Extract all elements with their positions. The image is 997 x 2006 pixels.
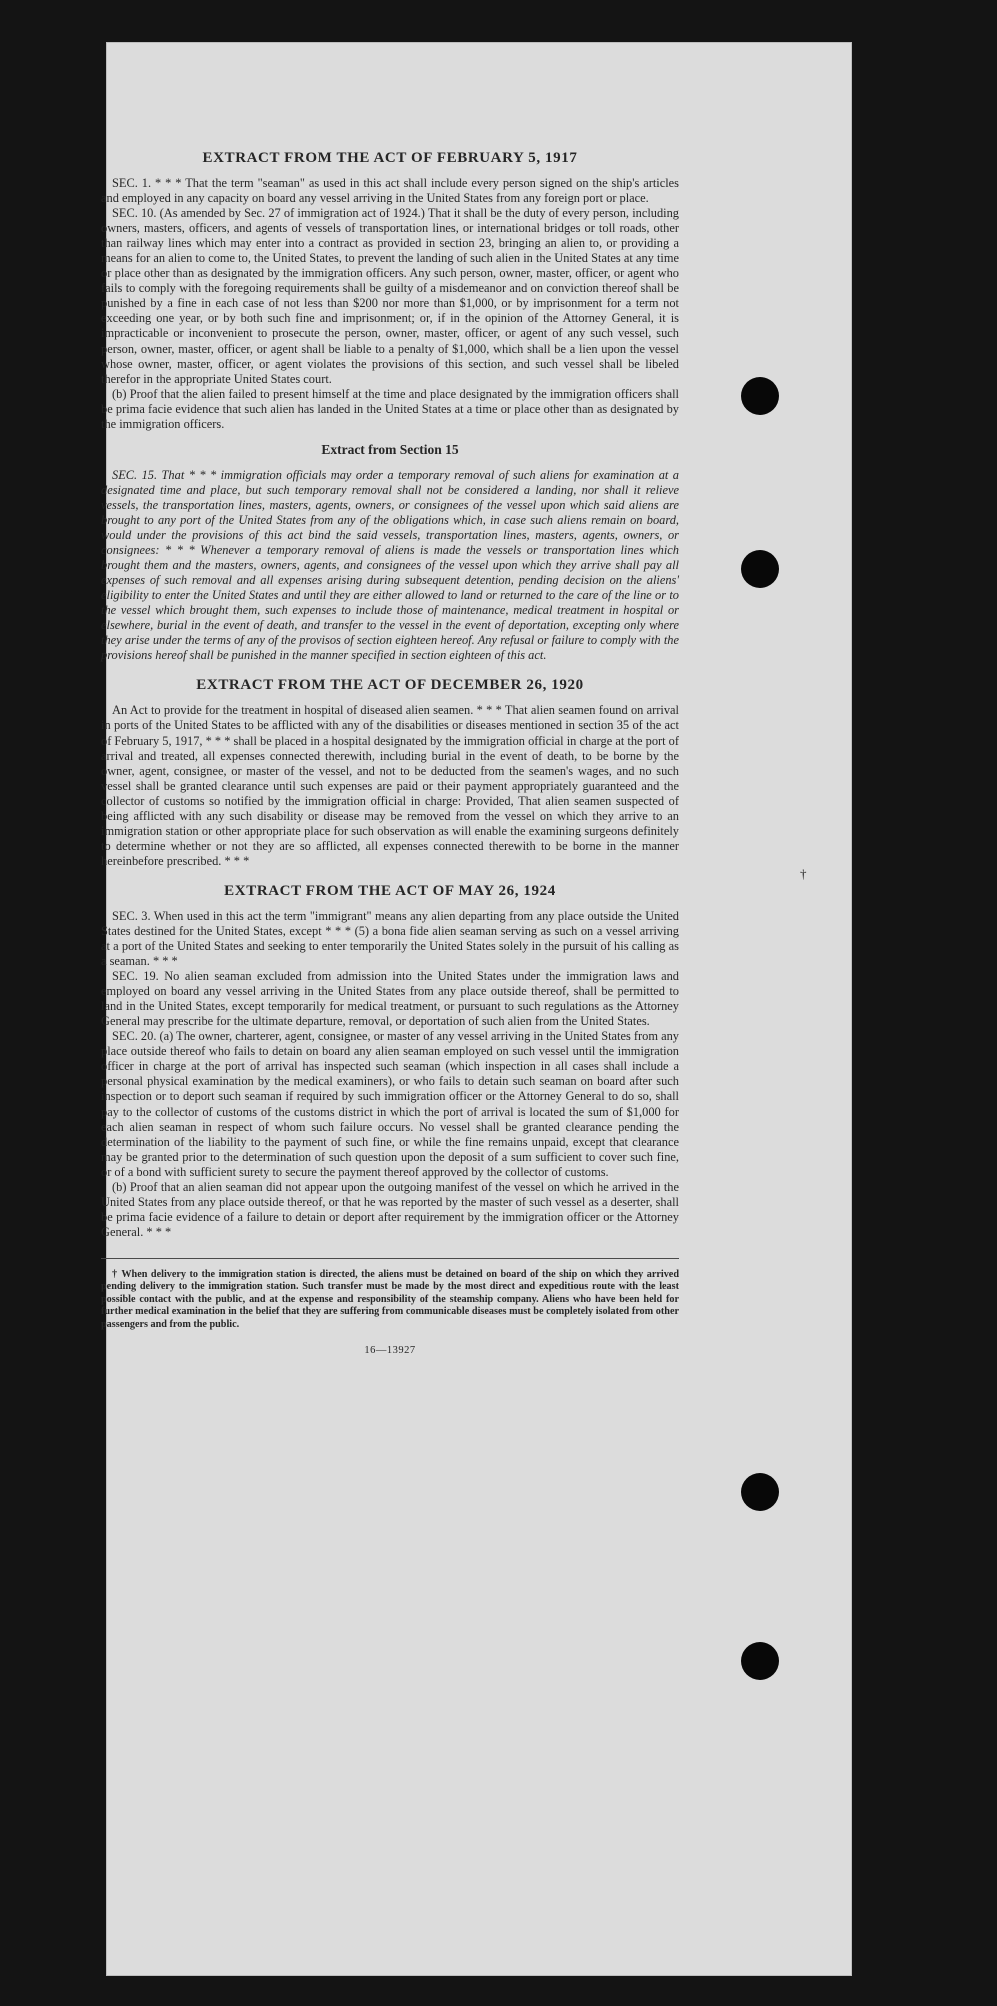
document-body bbox=[101, 148, 679, 1358]
paragraph-sec-15: SEC. 15. That * * * immigration officials may order a temporary removal of such aliens for examination at a designated time and place, but such temporary removal shall not be considered a landing, nor shall it relieve vessels, the transportation lines, masters, agents, owners, or consignees of the vessel upon which said aliens are brought to any port of the United States from any of the obligations which, in case such aliens remain on board, would under the provisions of this act bind the said vessels, transportation lines, masters, agents, owners, or consignees: * * * Whenever a temporary removal of aliens is made the vessels or transportation lines which brought them and the masters, owners, agents, and consignees of the vessel upon which they arrive shall pay all expenses of such removal and all expenses arising during subsequent detention, pending decision on the aliens' eligibility to enter the United States and until they are either allowed to land or returned to the care of the line or to the vessel which brought them, such expenses to include those of maintenance, medical treatment in hospital or elsewhere, burial in the event of death, and transfer to the vessel in the event of deportation, excepting only where they arise under the terms of any of the provisos of section eighteen hereof. Any refusal or failure to comply with the provisions hereof shall be punished in the manner specified in section eighteen of this act. bbox=[101, 467, 679, 663]
section-heading-may-1924: EXTRACT FROM THE ACT OF MAY 26, 1924 bbox=[224, 882, 556, 899]
spacer bbox=[101, 663, 679, 675]
paragraph-sec-10: SEC. 10. (As amended by Sec. 27 of immigration act of 1924.) That it shall be the duty of every person, including owners, masters, officers, and agents of vessels of transportation lines, or international bridges or toll roads, other than railway lines which may enter into a contract as provided in section 23, bringing an alien to, or providing a means for an alien to come to, the United States, to prevent the landing of such alien in the United States at any time or place other than as designated by the immigration officers. Any such person, owner, master, officer, or agent who fails to comply with the foregoing requirements shall be guilty of a misdemeanor and on conviction thereof shall be punished by a fine in each case of not less than $200 nor more than $1,000, or by imprisonment for a term not exceeding one year, or by both such fine and imprisonment; or, if in the opinion of the Attorney General, it is impracticable or inconvenient to prosecute the person, owner, master, officer, or agent of any such vessel, such person, owner, master, officer, or agent shall be liable to a penalty of $1,000, which shall be a lien upon the vessel whose owner, master, officer, or agent violates the provisions of this section, and such vessel shall be libeled therefor in the appropriate United States court. bbox=[101, 206, 679, 386]
punch-hole bbox=[741, 1642, 779, 1680]
form-number: 16—13927 bbox=[364, 1344, 416, 1356]
punch-hole bbox=[741, 377, 779, 415]
spacer bbox=[101, 869, 679, 881]
paragraph-sec-20-a: SEC. 20. (a) The owner, charterer, agent, consignee, or master of any vessel arriving in the United States from any place outside thereof who fails to detain on board any alien seaman employed on such vessel until the immigration officer in charge at the port of arrival has inspected such seaman (which inspection in all cases shall include a personal physical examination by the medical examiners), or who fails to detain such seaman on board after such inspection or to deport such seaman if required by such immigration officer or the Attorney General to do so, shall pay to the collector of customs of the customs district in which the port of arrival is located the sum of $1,000 for each alien seaman in respect of whom such failure occurs. No vessel shall be granted clearance pending the determination of the liability to the payment of such fine, or while the fine remains unpaid, except that clearance may be granted prior to the determination of such question upon the deposit of a sum sufficient to cover such fine, or of a bond with sufficient surety to secure the payment thereof approved by the collector of customs. bbox=[101, 1029, 679, 1179]
paragraph-sec-1: SEC. 1. * * * That the term "seaman" as used in this act shall include every person signed on the ship's articles and employed in any capacity on board any vessel arriving in the United States from any foreign port or place. bbox=[101, 176, 679, 206]
paragraph-sec-20-b: (b) Proof that an alien seaman did not appear upon the outgoing manifest of the vessel on which he arrived in the United States from any place outside thereof, or that he was reported by the master of such vessel as a deserter, shall be prima facie evidence of a failure to detain or deport after requirement by the immigration officer or the Attorney General. * * * bbox=[101, 1179, 679, 1239]
paragraph-sec-10-b: (b) Proof that the alien failed to present himself at the time and place designated by the immigration officers shall be prima facie evidence that such alien has landed in the United States at a time or place other than as designated by the immigration officers. bbox=[101, 386, 679, 431]
section-heading-feb-1917: EXTRACT FROM THE ACT OF FEBRUARY 5, 1917 bbox=[202, 150, 578, 166]
paragraph-sec-19: SEC. 19. No alien seaman excluded from admission into the United States under the immigration laws and employed on board any vessel arriving in the United States from any place outside thereof, shall be permitted to land in the United States, except temporarily for medical treatment, or pursuant to such regulations as the Attorney General may prescribe for the ultimate departure, removal, or deportation of such alien from the United States. bbox=[101, 969, 679, 1029]
footnote-divider bbox=[101, 1258, 679, 1259]
punch-hole bbox=[741, 550, 779, 588]
paragraph-act-1920: An Act to provide for the treatment in hospital of diseased alien seamen. * * * That alien seamen found on arrival in ports of the United States to be afflicted with any of the disabilities or diseases mentioned in section 35 of the act of February 5, 1917, * * * shall be placed in a hospital designated by the immigration official in charge at the port of arrival and treated, all expenses connected therewith, including burial in the event of death, to be borne by the owner, agent, consignee, or master of the vessel, and not to be deducted from the seamen's wages, and no such vessel shall be granted clearance until such expenses are paid or their payment appropriately guaranteed and the collector of customs so notified by the immigration official in charge: Provided, That alien seamen suspected of being afflicted with any such disability or disease may be removed from the vessel on which they arrive to an immigration station or other appropriate place for such observation as will enable the examining surgeons definitely to determine whether or not they are so afflicted, all expenses connected therewith to be borne in the manner hereinbefore prescribed. * * * bbox=[101, 703, 679, 868]
paragraph-sec-3: SEC. 3. When used in this act the term "immigrant" means any alien departing from any place outside the United States destined for the United States, except * * * (5) a bona fide alien seaman serving as such on a vessel arriving at a port of the United States and seeking to enter temporarily the United States solely in the pursuit of his calling as a seaman. * * * bbox=[101, 908, 679, 969]
subheading-section-15: Extract from Section 15 bbox=[321, 441, 459, 457]
margin-mark: † bbox=[800, 866, 807, 881]
section-heading-dec-1920: EXTRACT FROM THE ACT OF DECEMBER 26, 1920 bbox=[196, 677, 584, 694]
footnote: † When delivery to the immigration station is directed, the aliens must be detained on board of the ship on which they arrived pending delivery to the immigration station. Such transfer must be made by the most direct and expeditious route with the least possible contact with the public, and at the expense and responsibility of the steamship company. Aliens who have been held for further medical examination in the belief that they are suffering from communicable diseases must be completely isolated from other passengers and from the public. bbox=[101, 1268, 679, 1330]
punch-hole bbox=[741, 1473, 779, 1511]
